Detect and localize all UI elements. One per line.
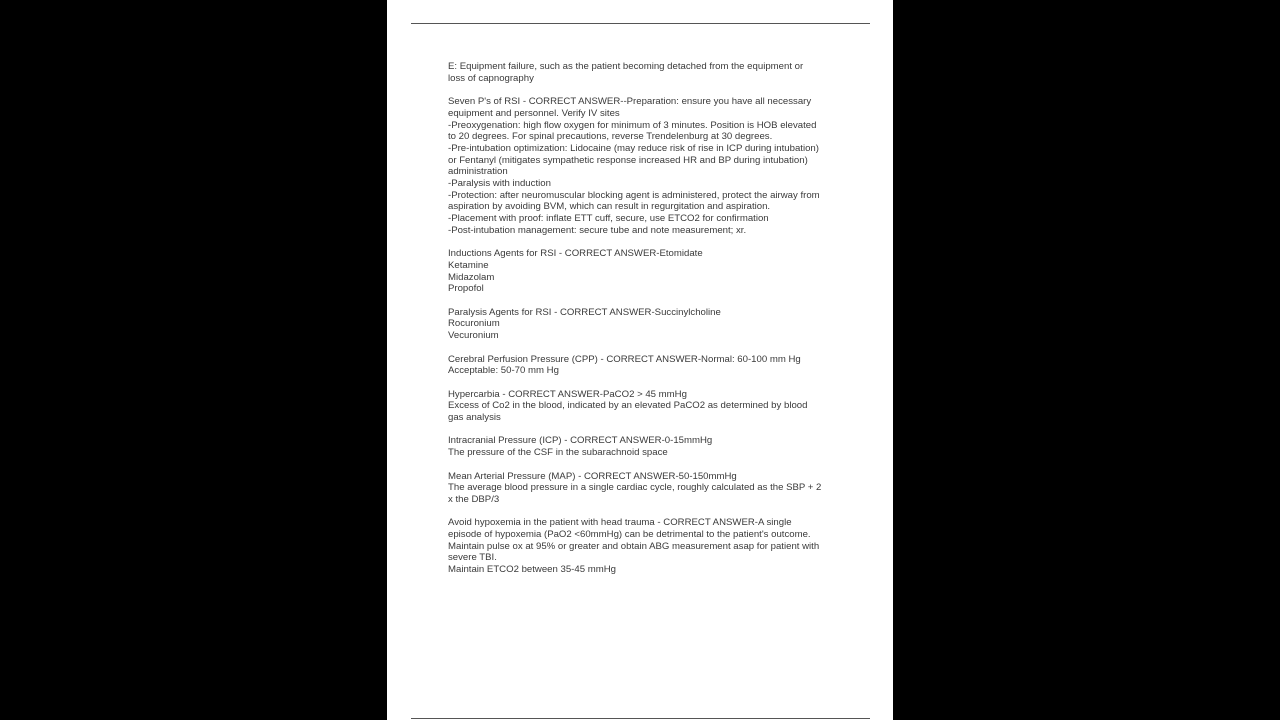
text-block: [448, 517, 853, 576]
text-line: -Paralysis with induction: [448, 178, 551, 190]
text-line: Mean Arterial Pressure (MAP) - CORRECT ANSWER-50-150mmHg: [448, 470, 737, 482]
text-line: Vecuronium: [448, 330, 499, 342]
text-line: -Post-intubation management: secure tube and note measurement; xr.: [448, 224, 747, 236]
text-line: Acceptable: 50-70 mm Hg: [448, 365, 559, 377]
text-line: x the DBP/3: [448, 493, 500, 505]
text-line: equipment and personnel. Verify IV sites: [448, 107, 620, 119]
text-line: Paralysis Agents for RSI - CORRECT ANSWER-Succinylcholine: [448, 306, 721, 318]
text-block: [448, 389, 853, 424]
text-line: to 20 degrees. For spinal precautions, reverse Trendelenburg at 30 degrees.: [448, 131, 773, 143]
page-content: [448, 61, 853, 588]
text-line: or Fentanyl (mitigates sympathetic response increased HR and BP during intubation): [448, 154, 808, 166]
text-line: -Protection: after neuromuscular blocking agent is administered, protect the airway from: [448, 189, 820, 201]
text-block: [448, 307, 853, 342]
text-line: Propofol: [448, 283, 484, 295]
text-line: E: Equipment failure, such as the patient becoming detached from the equipment or: [448, 61, 804, 72]
text-line: -Placement with proof: inflate ETT cuff, secure, use ETCO2 for confirmation: [448, 213, 769, 225]
text-line: Rocuronium: [448, 318, 500, 330]
text-line: Intracranial Pressure (ICP) - CORRECT ANSWER-0-15mmHg: [448, 435, 713, 447]
text-line: Inductions Agents for RSI - CORRECT ANSWER-Etomidate: [448, 248, 703, 260]
text-line: Midazolam: [448, 271, 495, 283]
text-block: [448, 354, 853, 377]
text-line: gas analysis: [448, 412, 501, 424]
text-block: [448, 435, 853, 458]
page-top-rule: [411, 23, 870, 24]
text-line: Seven P's of RSI - CORRECT ANSWER--Preparation: ensure you have all necessary: [448, 96, 812, 108]
text-line: -Preoxygenation: high flow oxygen for minimum of 3 minutes. Position is HOB elevated: [448, 119, 817, 131]
text-line: severe TBI.: [448, 552, 497, 564]
text-line: -Pre-intubation optimization: Lidocaine (may reduce risk of rise in ICP during intubation): [448, 142, 819, 154]
text-block: [448, 96, 853, 236]
text-block: [448, 248, 853, 295]
text-line: The pressure of the CSF in the subarachnoid space: [448, 447, 668, 459]
text-line: Avoid hypoxemia in the patient with head trauma - CORRECT ANSWER-A single: [448, 517, 792, 529]
text-line: aspiration by avoiding BVM, which can result in regurgitation and aspiration.: [448, 201, 771, 213]
text-block: [448, 61, 853, 84]
text-line: The average blood pressure in a single cardiac cycle, roughly calculated as the SBP + 2: [448, 482, 822, 494]
text-line: Maintain pulse ox at 95% or greater and obtain ABG measurement asap for patient with: [448, 540, 820, 552]
text-line: Ketamine: [448, 259, 489, 271]
document-page: [387, 0, 893, 720]
text-line: Maintain ETCO2 between 35-45 mmHg: [448, 564, 616, 576]
text-line: Excess of Co2 in the blood, indicated by an elevated PaCO2 as determined by blood: [448, 400, 808, 412]
page-bottom-rule: [411, 718, 870, 719]
text-line: administration: [448, 166, 508, 178]
text-line: Hypercarbia - CORRECT ANSWER-PaCO2 > 45 mmHg: [448, 388, 687, 400]
text-line: Cerebral Perfusion Pressure (CPP) - CORRECT ANSWER-Normal: 60-100 mm Hg: [448, 353, 801, 365]
text-line: loss of capnography: [448, 72, 534, 84]
text-block: [448, 471, 853, 506]
text-line: episode of hypoxemia (PaO2 <60mmHg) can be detrimental to the patient's outcome.: [448, 529, 811, 540]
